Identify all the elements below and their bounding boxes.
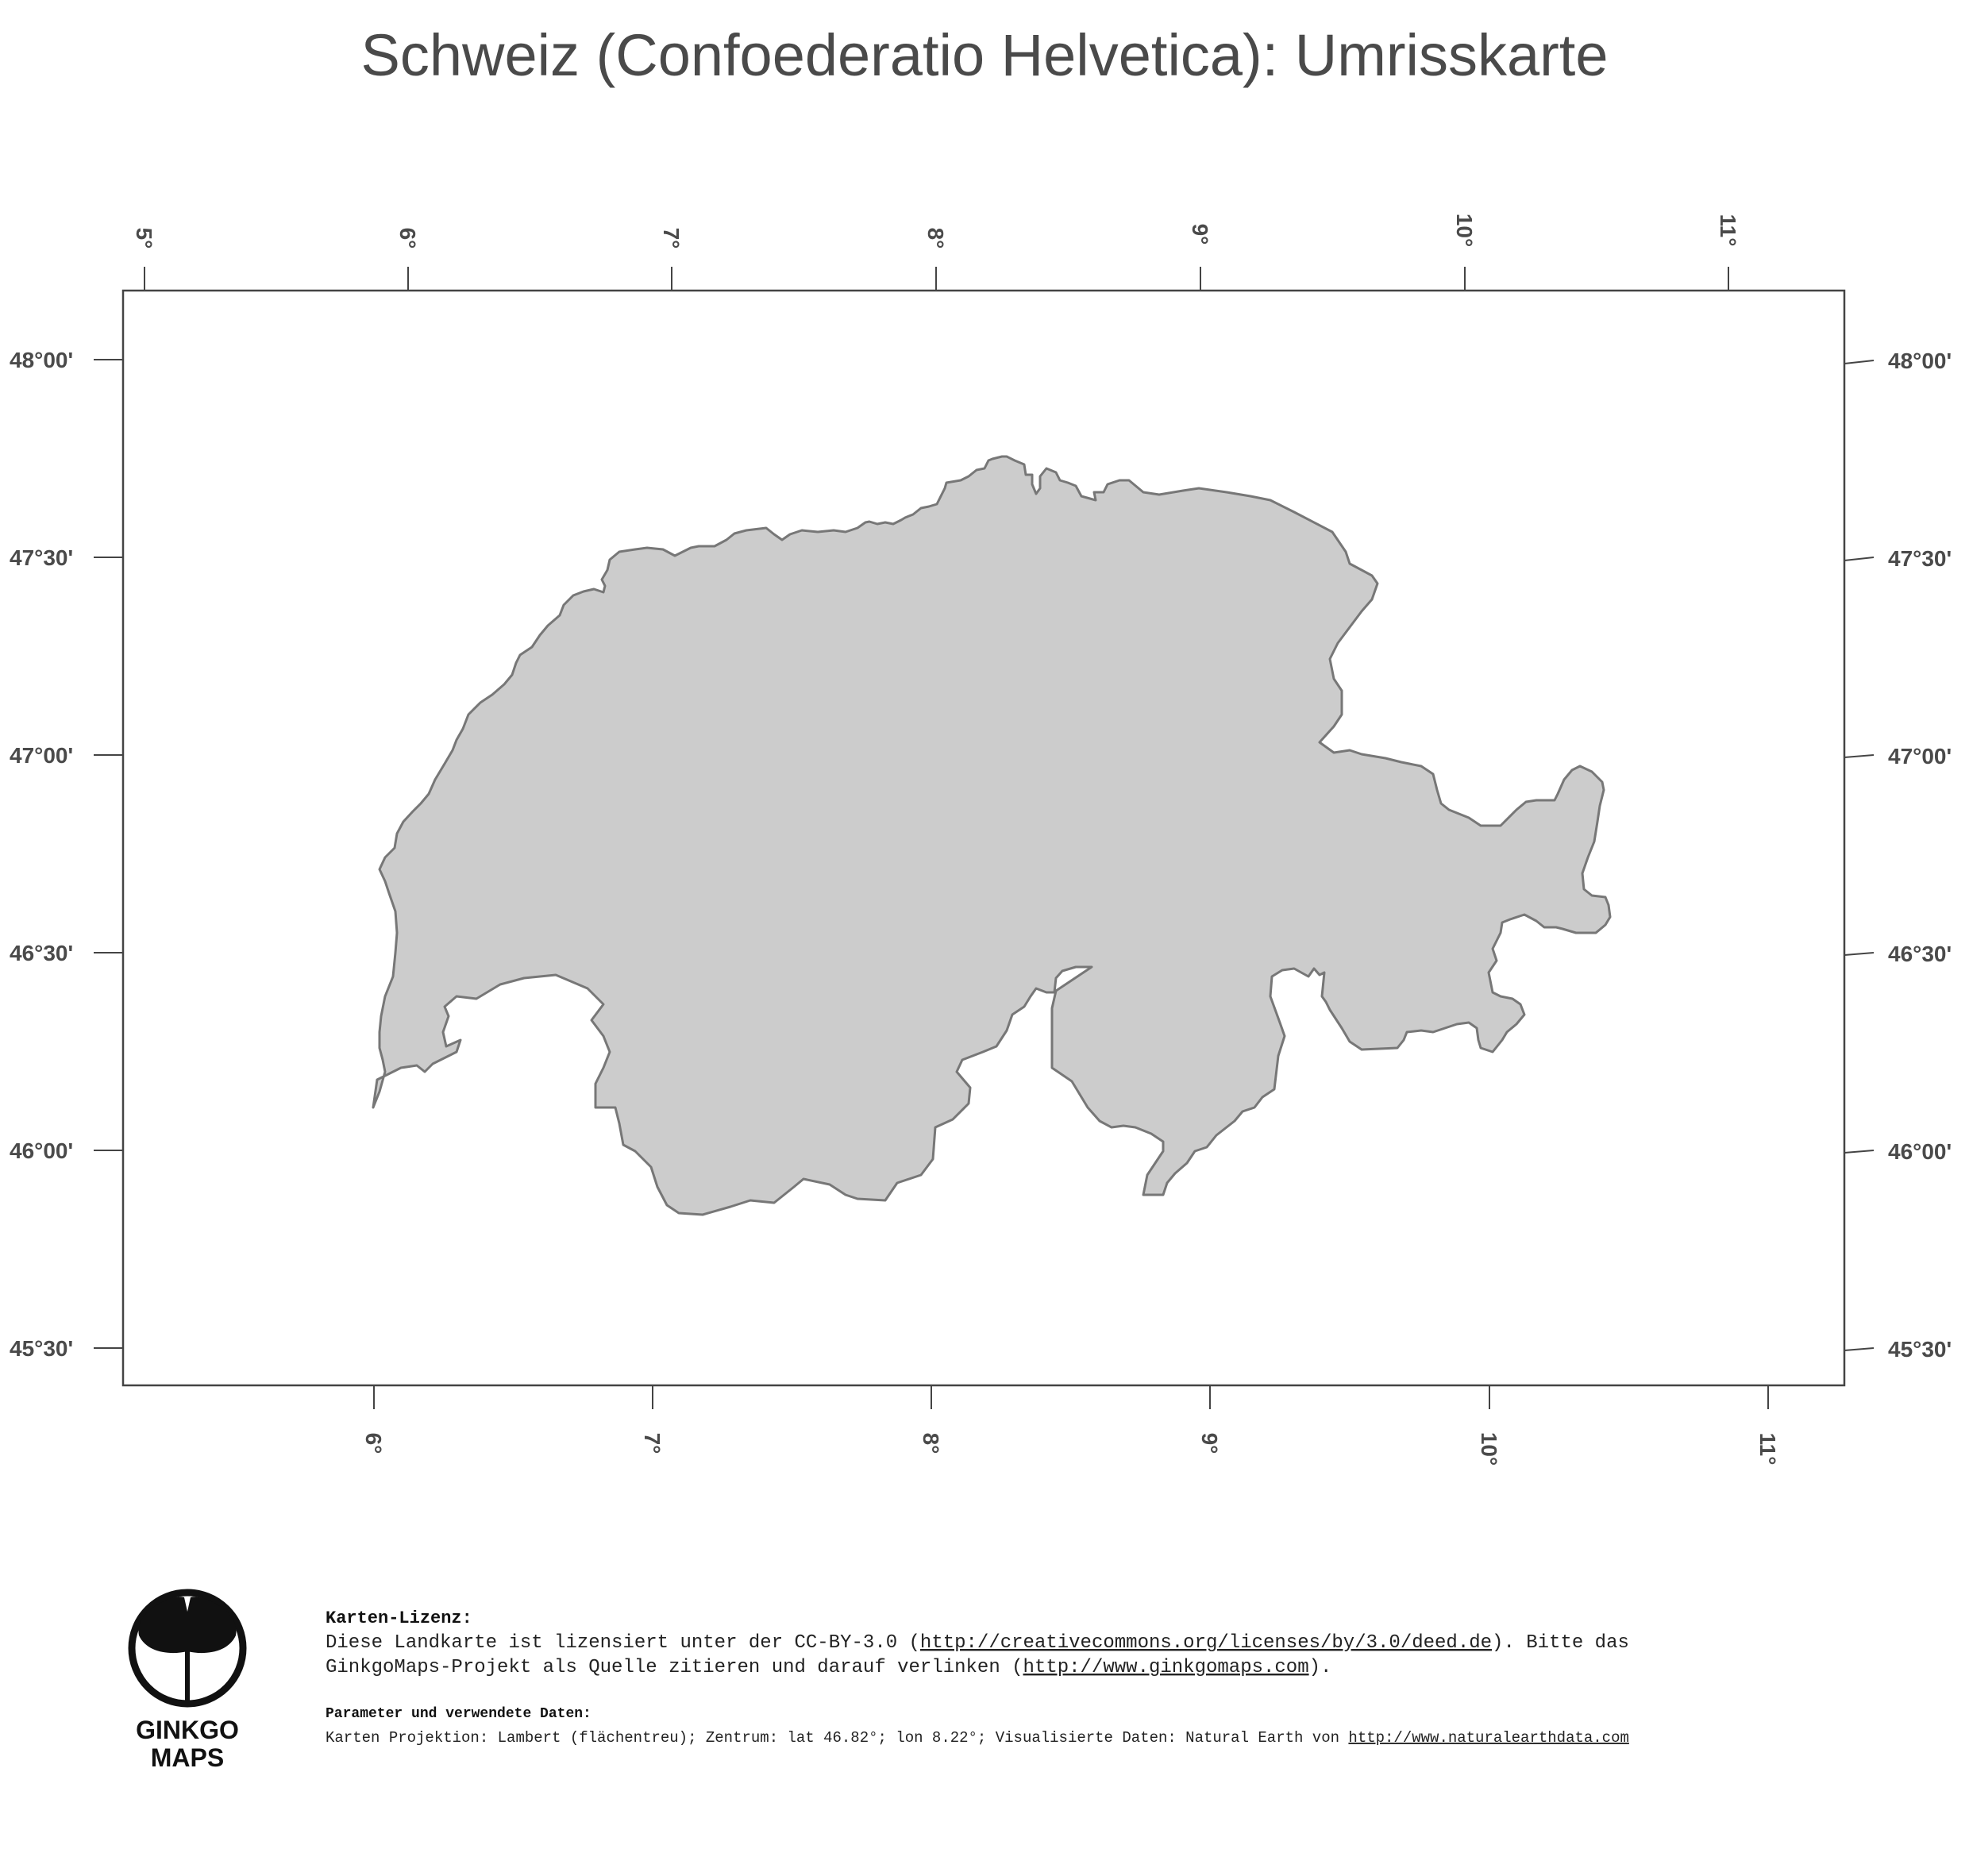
lat-ticks-left xyxy=(94,360,123,1348)
lat-ticks-right xyxy=(1844,360,1874,1350)
lat-label-left-48: 48°00' xyxy=(10,348,74,372)
lat-label-left-4530: 45°30' xyxy=(10,1336,74,1361)
lat-label-right-4530: 45°30' xyxy=(1888,1337,1952,1362)
params-line-prefix: Karten Projektion: Lambert (flächentreu); Zentrum: lat 46.82°; lon 8.22°; Visualisierte Daten: Natural Earth von xyxy=(326,1729,1349,1747)
lon-label-top-7: 7° xyxy=(659,227,684,249)
license-line-1-suffix: ). Bitte das xyxy=(1492,1632,1629,1654)
license-line-2-suffix: ). xyxy=(1308,1657,1332,1678)
lon-label-top-11: 11° xyxy=(1716,214,1740,247)
license-heading: Karten-Lizenz: xyxy=(326,1608,472,1628)
lon-ticks-top xyxy=(144,267,1728,291)
map-title: Schweiz (Confoederatio Helvetica): Umrisskarte xyxy=(360,22,1609,88)
lat-label-left-4730: 47°30' xyxy=(10,545,74,570)
lat-labels-left xyxy=(10,348,73,1361)
lon-label-bottom-10: 10° xyxy=(1477,1431,1501,1466)
lon-label-bottom-6: 6° xyxy=(361,1432,386,1454)
lat-label-right-47: 47°00' xyxy=(1888,744,1952,769)
ginkgomaps-link[interactable]: http://www.ginkgomaps.com xyxy=(1023,1657,1309,1678)
lon-label-top-8: 8° xyxy=(923,227,948,249)
logo-line-maps: MAPS xyxy=(150,1743,225,1772)
lon-label-top-10: 10° xyxy=(1452,213,1477,248)
license-line-2 xyxy=(326,1657,1331,1678)
params-heading: Parameter und verwendete Daten: xyxy=(326,1706,591,1722)
lat-label-left-4630: 46°30' xyxy=(10,941,74,965)
license-line-2-prefix: GinkgoMaps-Projekt als Quelle zitieren und darauf verlinken ( xyxy=(326,1657,1023,1678)
lat-label-left-47: 47°00' xyxy=(10,743,74,768)
license-line-1 xyxy=(326,1632,1629,1654)
lon-label-top-5: 5° xyxy=(132,227,156,249)
lon-labels-top xyxy=(132,214,1740,249)
cc-license-link[interactable]: http://creativecommons.org/licenses/by/3.0/deed.de xyxy=(919,1632,1493,1654)
lon-labels-bottom xyxy=(361,1432,1780,1466)
switzerland-outline xyxy=(373,456,1610,1215)
license-block xyxy=(326,1608,1629,1747)
lon-label-bottom-9: 9° xyxy=(1197,1432,1222,1454)
lon-label-bottom-11: 11° xyxy=(1755,1432,1780,1466)
params-line xyxy=(326,1729,1629,1747)
ginkgo-maps-logo xyxy=(132,1593,243,1772)
lat-label-right-4730: 47°30' xyxy=(1888,546,1952,571)
lat-label-right-46: 46°00' xyxy=(1888,1139,1952,1164)
lon-label-bottom-7: 7° xyxy=(640,1432,665,1454)
naturalearth-link[interactable]: http://www.naturalearthdata.com xyxy=(1348,1729,1629,1747)
logo-line-ginkgo: GINKGO xyxy=(136,1716,239,1744)
license-line-1-prefix: Diese Landkarte ist lizensiert unter der CC-BY-3.0 ( xyxy=(326,1632,920,1654)
lon-label-top-9: 9° xyxy=(1188,223,1212,245)
lat-label-left-46: 46°00' xyxy=(10,1138,74,1163)
lat-label-right-4630: 46°30' xyxy=(1888,942,1952,966)
lon-ticks-bottom xyxy=(374,1385,1768,1409)
lat-labels-right xyxy=(1888,349,1952,1362)
lat-label-right-48: 48°00' xyxy=(1888,349,1952,373)
lon-label-bottom-8: 8° xyxy=(919,1432,943,1454)
lon-label-top-6: 6° xyxy=(395,227,420,249)
